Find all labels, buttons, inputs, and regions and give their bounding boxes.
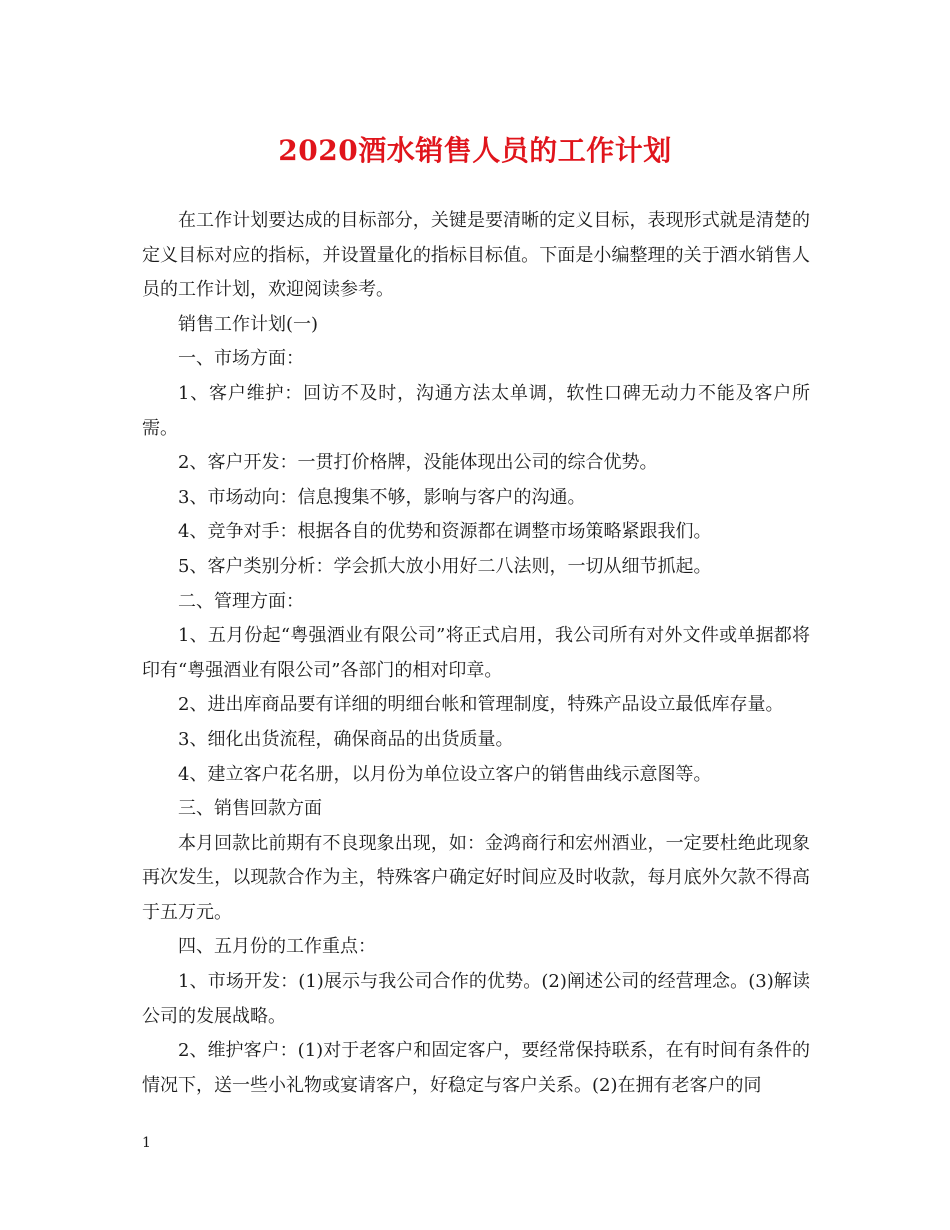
paragraph-heading-collection: 三、销售回款方面 [178, 798, 322, 820]
paragraph-section-heading: 销售工作计划(一) [178, 313, 319, 335]
paragraph-item: 4、建立客户花名册，以月份为单位设立客户的销售曲线示意图等。 [178, 763, 712, 785]
paragraph-heading-market: 一、市场方面： [178, 348, 304, 370]
paragraph-item: 1、五月份起“粤强酒业有限公司”将正式启用，我公司所有对外文件或单据都将印有“粤强酒业有限公司”各部门的相对印章。 [142, 625, 810, 681]
paragraph-item: 1、客户维护：回访不及时，沟通方法太单调，软性口碑无动力不能及客户所需。 [142, 382, 810, 439]
paragraph-item: 本月回款比前期有不良现象出现，如：金鸿商行和宏州酒业，一定要杜绝此现象再次发生，以现款合作为主，特殊客户确定好时间应及时收款，每月底外欠款不得高于五万元。 [142, 832, 810, 923]
paragraph-item: 3、细化出货流程，确保商品的出货质量。 [178, 728, 514, 750]
document-body [142, 204, 810, 1103]
paragraph-heading-management: 二、管理方面： [178, 590, 304, 612]
paragraph-intro: 在工作计划要达成的目标部分，关键是要清晰的定义目标，表现形式就是清楚的定义目标对应的指标，并设置量化的指标目标值。下面是小编整理的关于酒水销售人员的工作计划，欢迎阅读参考。 [142, 210, 810, 301]
paragraph-item: 1、市场开发：(1)展示与我公司合作的优势。(2)阐述公司的经营理念。(3)解读公司的发展战略。 [142, 971, 810, 1027]
paragraph-item: 4、竞争对手：根据各自的优势和资源都在调整市场策略紧跟我们。 [178, 521, 712, 543]
page-number: 1 [142, 1135, 151, 1151]
paragraph-item: 5、客户类别分析：学会抓大放小用好二八法则，一切从细节抓起。 [178, 555, 712, 577]
paragraph-item: 2、维护客户：(1)对于老客户和固定客户，要经常保持联系，在有时间有条件的情况下，送一些小礼物或宴请客户，好稳定与客户关系。(2)在拥有老客户的同 [142, 1040, 810, 1096]
paragraph-item: 2、进出库商品要有详细的明细台帐和管理制度，特殊产品设立最低库存量。 [178, 694, 784, 716]
paragraph-item: 3、市场动向：信息搜集不够，影响与客户的沟通。 [178, 486, 586, 508]
document-title: 2020酒水销售人员的工作计划 [278, 134, 672, 167]
paragraph-item: 2、客户开发：一贯打价格牌，没能体现出公司的综合优势。 [178, 452, 658, 474]
paragraph-heading-focus: 四、五月份的工作重点： [178, 936, 376, 958]
